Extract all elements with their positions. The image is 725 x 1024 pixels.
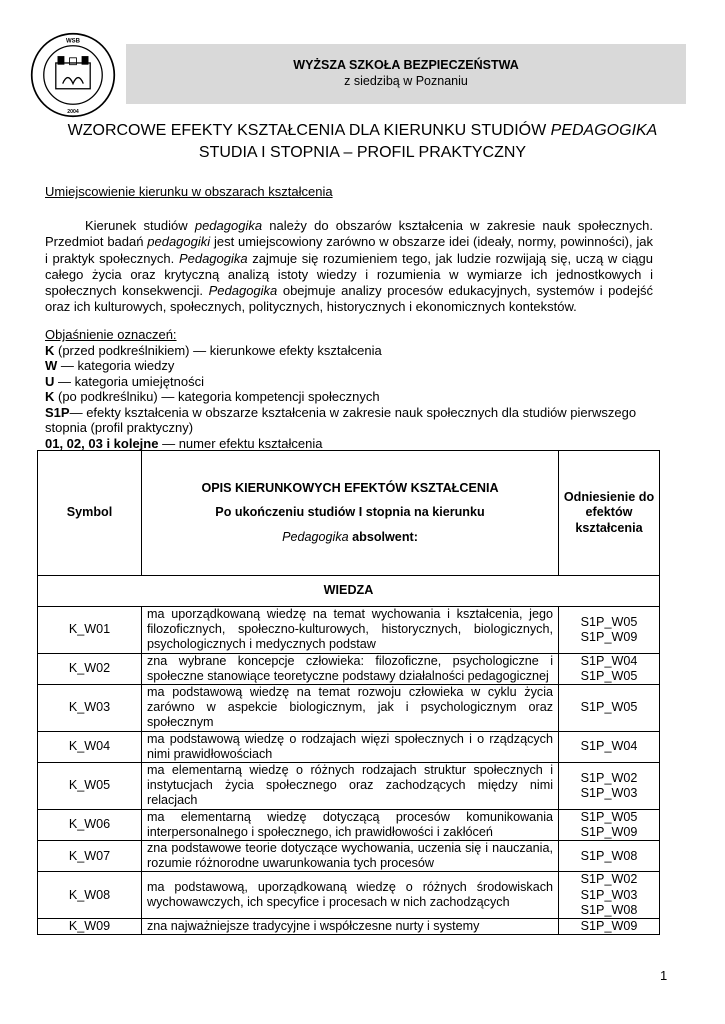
row-references	[559, 763, 660, 810]
table-header-row	[38, 451, 660, 576]
row-references	[559, 841, 660, 872]
row-description: ma podstawową, uporządkowaną wiedzę o różnych środowiskach wychowawczych, ich specyfice i procesach w nich zachodzących	[142, 872, 559, 919]
intro-paragraph: Kierunek studiów pedagogika należy do obszarów kształcenia w zakresie nauk społecznych. Przedmiot badań pedagogiki jest umiejscowiony zarówno w obszarze idei (ideały, normy, powinności), jak i praktyk społecznych. Pedagogika zajmuje się rozumieniem tego, jak ludzie rozwijają się, uczą w ciągu całego życia oraz krytyczną analizą istoty wiedzy i rozumienia w wymiarze ich jednostkowych i społecznych konsekwencji. Pedagogika obejmuje analizy procesów edukacyjnych, systemów i podejść oraz ich kulturowych, społecznych, politycznych, historycznych i ekonomicznych kontekstów.	[45, 218, 653, 315]
legend-item: K (po podkreślniku) — kategoria kompetencji społecznych	[45, 389, 380, 404]
row-references	[559, 685, 660, 732]
reference-code: S1P_W02	[580, 770, 638, 785]
learning-outcomes-table	[37, 450, 660, 935]
reference-code: S1P_W03	[580, 785, 638, 800]
reference-code: S1P_W04	[580, 653, 638, 668]
header-description: OPIS KIERUNKOWYCH EFEKTÓW KSZTAŁCENIA Po ukończeniu studiów I stopnia na kierunku Pedagogika absolwent:	[142, 451, 559, 576]
row-description: ma elementarną wiedzę o różnych rodzajach struktur społecznych i instytucjach życia społecznego oraz zachodzących między nimi relacjach	[142, 763, 559, 810]
row-references	[559, 872, 660, 919]
row-references	[559, 653, 660, 684]
reference-code: S1P_W09	[580, 919, 638, 934]
reference-code: S1P_W05	[580, 809, 638, 824]
reference-code: S1P_W05	[580, 614, 638, 629]
row-description: zna najważniejsze tradycyjne i współczesne nurty i systemy	[142, 919, 559, 935]
reference-code: S1P_W09	[580, 824, 638, 839]
row-symbol: K_W01	[38, 607, 142, 654]
table-row	[38, 763, 660, 810]
reference-code: S1P_W03	[580, 887, 638, 902]
page-number: 1	[660, 968, 668, 983]
header-symbol: Symbol	[38, 451, 142, 576]
row-symbol: K_W07	[38, 841, 142, 872]
row-symbol: K_W03	[38, 685, 142, 732]
legend-item: 01, 02, 03 i kolejne — numer efektu kształcenia	[45, 435, 323, 451]
table-row	[38, 872, 660, 919]
table-row	[38, 607, 660, 654]
reference-code: S1P_W05	[580, 700, 638, 715]
school-seat: z siedzibą w Poznaniu	[344, 74, 468, 88]
category-label: WIEDZA	[38, 576, 660, 607]
row-description: ma podstawową wiedzę o rodzajach więzi społecznych i o rządzących nimi prawidłowościach	[142, 731, 559, 762]
reference-code: S1P_W09	[580, 629, 638, 644]
row-description: ma podstawową wiedzę na temat rozwoju człowieka w cyklu życia zarówno w aspekcie biologicznym, jak i psychologicznym oraz społecznym	[142, 685, 559, 732]
table-row	[38, 653, 660, 684]
institution-header	[126, 44, 686, 104]
reference-code: S1P_W08	[580, 848, 638, 863]
school-name: WYŻSZA SZKOŁA BEZPIECZEŃSTWA	[293, 58, 519, 72]
row-symbol: K_W06	[38, 809, 142, 840]
row-symbol: K_W05	[38, 763, 142, 810]
row-description: ma uporządkowaną wiedzę na temat wychowania i kształcenia, jego filozoficznych, społeczno-kulturowych, historycznych, biologicznych, psychologicznych i medycznych podstaw	[142, 607, 559, 654]
svg-text:WSB: WSB	[65, 38, 81, 45]
row-description: ma elementarną wiedzę dotyczącą procesów komunikowania interpersonalnego i społecznego, ich prawidłowości i zakłóceń	[142, 809, 559, 840]
legend-item: K (przed podkreślnikiem) — kierunkowe efekty kształcenia	[45, 342, 382, 358]
row-symbol: K_W02	[38, 653, 142, 684]
legend	[45, 327, 665, 451]
table-row	[38, 809, 660, 840]
title-line1: WZORCOWE EFEKTY KSZTAŁCENIA DLA KIERUNKU STUDIÓW	[67, 122, 551, 139]
row-references	[559, 809, 660, 840]
reference-code: S1P_W04	[580, 739, 638, 754]
section-heading: Umiejscowienie kierunku w obszarach kształcenia	[45, 184, 333, 199]
reference-code: S1P_W05	[580, 668, 638, 683]
row-symbol: K_W08	[38, 872, 142, 919]
table-row	[38, 685, 660, 732]
legend-item: S1P— efekty kształcenia w obszarze kształcenia w zakresie nauk społecznych dla studiów pierwszego stopnia (profil praktyczny)	[45, 404, 637, 435]
legend-item: U — kategoria umiejętności	[45, 373, 204, 389]
reference-code: S1P_W02	[580, 872, 638, 887]
category-row	[38, 576, 660, 607]
row-description: zna podstawowe teorie dotyczące wychowania, uczenia się i nauczania, rozumie różnorodne uwarunkowania tych procesów	[142, 841, 559, 872]
school-seal-logo	[30, 32, 116, 118]
table-row	[38, 841, 660, 872]
table-row	[38, 919, 660, 935]
reference-code: S1P_W08	[580, 902, 638, 917]
legend-item: W — kategoria wiedzy	[45, 358, 175, 373]
title-program-name: PEDAGOGIKA	[550, 122, 658, 139]
row-symbol: K_W04	[38, 731, 142, 762]
title-line2: STUDIA I STOPNIA – PROFIL PRAKTYCZNY	[198, 144, 527, 161]
svg-text:2004: 2004	[67, 108, 79, 115]
row-references	[559, 919, 660, 935]
table-row	[38, 731, 660, 762]
row-references	[559, 607, 660, 654]
row-symbol: K_W09	[38, 919, 142, 935]
row-references	[559, 731, 660, 762]
header-reference: Odniesienie do efektów kształcenia	[559, 451, 660, 576]
document-title	[30, 120, 695, 164]
row-description: zna wybrane koncepcje człowieka: filozoficzne, psychologiczne i społeczne stanowiące teoretyczne podstawy działalności pedagogicznej	[142, 653, 559, 684]
legend-heading: Objaśnienie oznaczeń:	[45, 327, 177, 342]
